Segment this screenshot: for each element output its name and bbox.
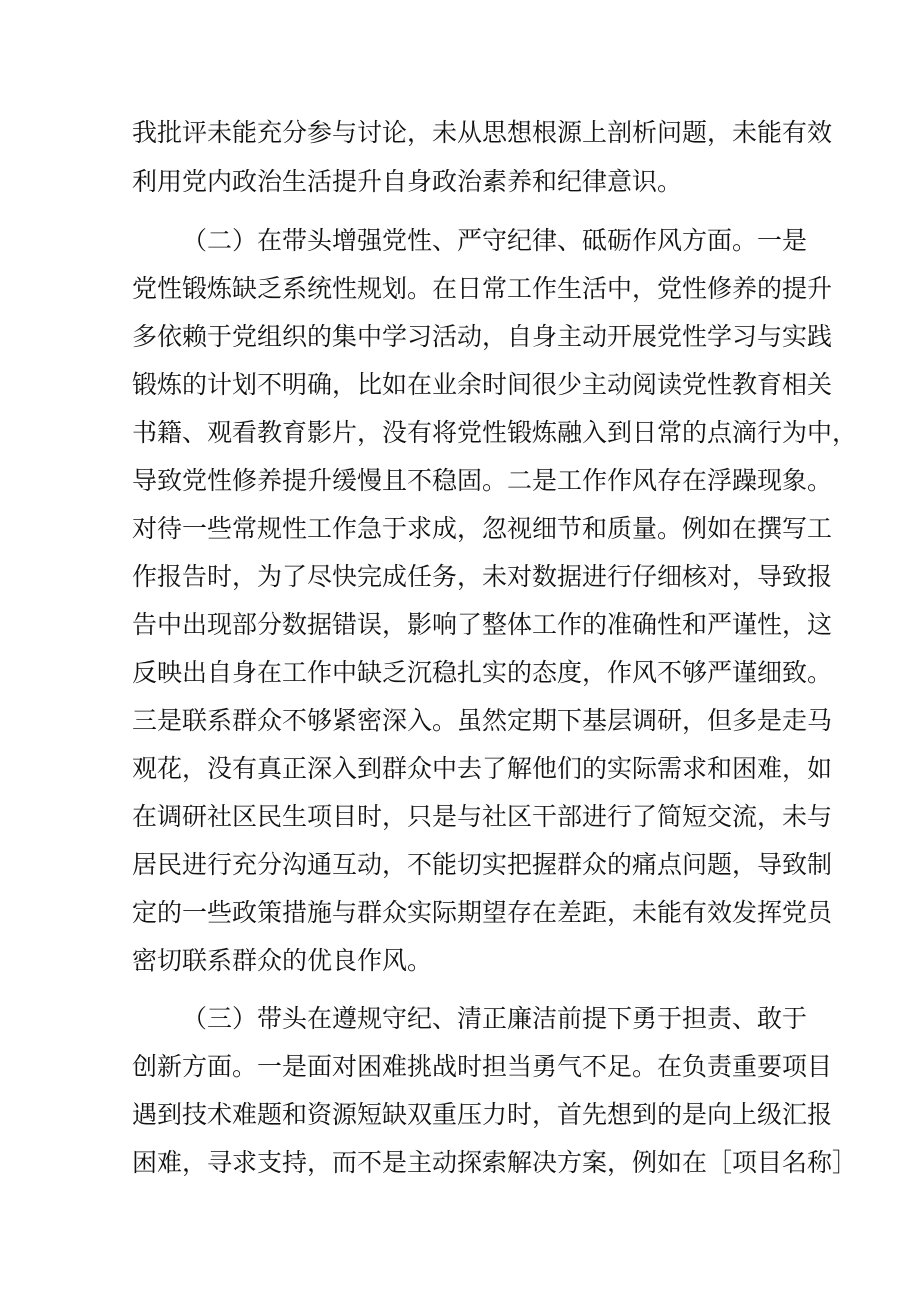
p2-line-7: 对待一些常规性工作急于求成，忽视细节和质量。例如在撰写工: [132, 514, 833, 543]
p2-line-15: 定的一些政策措施与群众实际期望存在差距，未能有效发挥党员: [132, 898, 833, 927]
p2-line-3: 多依赖于党组织的集中学习活动，自身主动开展党性学习与实践: [132, 322, 833, 351]
p2-line-5: 书籍、观看教育影片，没有将党性锻炼融入到日常的点滴行为中，: [132, 418, 858, 447]
p2-line-1: （二）在带头增强党性、严守纪律、砥砺作风方面。一是: [182, 226, 808, 255]
p2-line-2: 党性锻炼缺乏系统性规划。在日常工作生活中，党性修养的提升: [132, 274, 833, 303]
p2-line-4: 锻炼的计划不明确，比如在业余时间很少主动阅读党性教育相关: [132, 370, 833, 399]
p3-line-3: 遇到技术难题和资源短缺双重压力时，首先想到的是向上级汇报: [132, 1100, 833, 1129]
p2-line-16: 密切联系群众的优良作风。: [132, 946, 433, 975]
p2-line-13: 在调研社区民生项目时，只是与社区干部进行了简短交流，未与: [132, 802, 833, 831]
p3-line-2: 创新方面。一是面对困难挑战时担当勇气不足。在负责重要项目: [132, 1052, 833, 1081]
p1-line-1: 我批评未能充分参与讨论，未从思想根源上剖析问题，未能有效: [132, 118, 833, 147]
p2-line-8: 作报告时，为了尽快完成任务，未对数据进行仔细核对，导致报: [132, 562, 833, 591]
p2-line-9: 告中出现部分数据错误，影响了整体工作的准确性和严谨性，这: [132, 610, 833, 639]
p1-line-2: 利用党内政治生活提升自身政治素养和纪律意识。: [132, 167, 683, 196]
p3-line-1: （三）带头在遵规守纪、清正廉洁前提下勇于担责、敢于: [182, 1004, 808, 1033]
p2-line-11: 三是联系群众不够紧密深入。虽然定期下基层调研，但多是走马: [132, 706, 833, 735]
p3-line-4: 困难，寻求支持，而不是主动探索解决方案，例如在［项目名称］: [132, 1148, 858, 1177]
p2-line-10: 反映出自身在工作中缺乏沉稳扎实的态度，作风不够严谨细致。: [132, 658, 833, 687]
p2-line-12: 观花，没有真正深入到群众中去了解他们的实际需求和困难，如: [132, 754, 833, 783]
p2-line-14: 居民进行充分沟通互动，不能切实把握群众的痛点问题，导致制: [132, 850, 833, 879]
p2-line-6: 导致党性修养提升缓慢且不稳固。二是工作作风存在浮躁现象。: [132, 466, 833, 495]
